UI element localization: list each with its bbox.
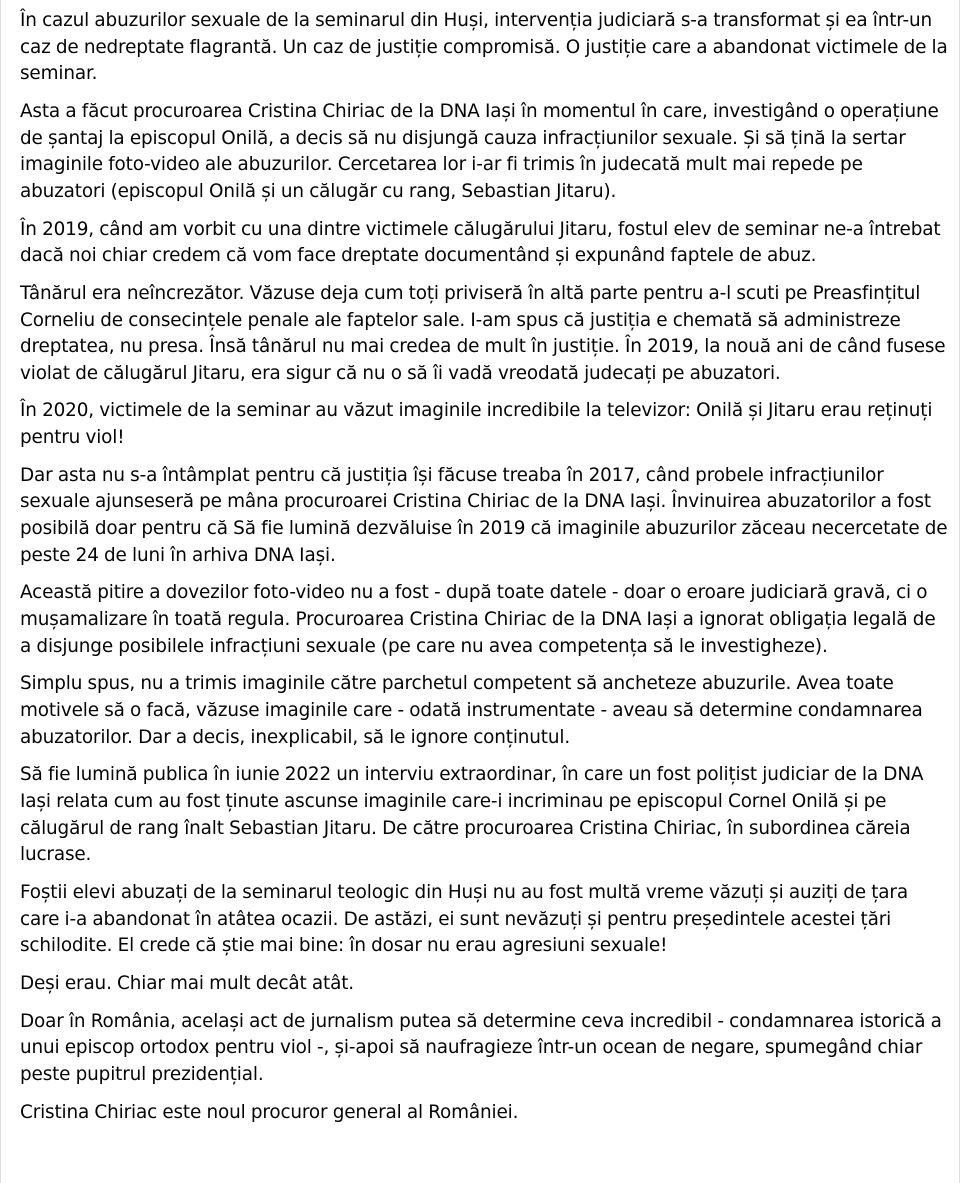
- post-paragraph-11: Deși erau. Chiar mai mult decât atât.: [20, 972, 354, 994]
- post-paragraph-8: Simplu spus, nu a trimis imaginile către parchetul competent să ancheteze abuzurile. Avea toate motivele să o facă, văzuse imaginile care - odată instrumentate - aveau să determine condamnarea abuzatorilor. Dar a decis, inexplicabil, să le ignore conținutul.: [20, 673, 923, 748]
- post-paragraph-6: Dar asta nu s-a întâmplat pentru că justiția își făcuse treaba în 2017, când probele infracțiunilor sexuale ajunseseră pe mâna procuroarei Cristina Chiriac de la DNA Iași. Învinuirea abuzatorilor a fost posibilă doar pentru că Să fie lumină dezvăluise în 2019 că imaginile abuzurilor zăceau necercetate de peste 24 de luni în arhiva DNA Iași.: [20, 464, 948, 566]
- post-paragraph-7: Această pitire a dovezilor foto-video nu a fost - după toate datele - doar o eroare judiciară gravă, ci o mușamalizare în toată regula. Procuroarea Cristina Chiriac de la DNA Iași a ignorat obligația legală de a disjunge posibilele infracțiuni sexuale (pe care nu avea competența să le investigheze).: [20, 582, 936, 657]
- post-paragraph-9: Să fie lumină publica în iunie 2022 un interviu extraordinar, în care un fost polițist judiciar de la DNA Iași relata cum au fost ținute ascunse imaginile care-i incriminau pe episcopul Cornel Onilă și pe călugărul de rang înalt Sebastian Jitaru. De către procuroarea Cristina Chiriac, în subordinea căreia lucrase.: [20, 764, 924, 866]
- post-paragraph-2: Asta a făcut procuroarea Cristina Chiriac de la DNA Iași în momentul în care, investigând o operațiune de șantaj la episcopul Onilă, a decis să nu disjungă cauza infracțiunilor sexuale. Și să țină la sertar imaginile foto-video ale abuzurilor. Cercetarea lor i-ar fi trimis în judecată mult mai repede pe abuzatori (episcopul Onilă și un călugăr cu rang, Sebastian Jitaru).: [20, 100, 939, 202]
- post-paragraph-4: Tânărul era neîncrezător. Văzuse deja cum toți priviseră în altă parte pentru a-l scuti pe Preasfințitul Corneliu de consecințele penale ale faptelor sale. I-am spus că justiția e chemată să administreze dreptatea, nu presa. Însă tânărul nu mai credea de mult în justiție. În 2019, la nouă ani de când fusese violat de călugărul Jitaru, era sigur că nu o să îi vadă vreodată judecați pe abuzatori.: [20, 282, 946, 384]
- post-paragraph-1: În cazul abuzurilor sexuale de la seminarul din Huși, intervenția judiciară s-a transformat și ea într-un caz de nedreptate flagrantă. Un caz de justiție compromisă. O justiție care a abandonat victimele de la seminar.: [20, 10, 948, 85]
- post-paragraph-10: Foștii elevi abuzați de la seminarul teologic din Huși nu au fost multă vreme văzuți și auziți de țara care i-a abandonat în atâtea ocazii. De astăzi, ei sunt nevăzuți și pentru președintele acestei țări schilodite. El crede că știe mai bine: în dosar nu erau agresiuni sexuale!: [20, 881, 908, 957]
- post-paragraph-13: Cristina Chiriac este noul procuror general al României.: [20, 1101, 519, 1123]
- post-paragraph-3: În 2019, când am vorbit cu una dintre victimele călugărului Jitaru, fostul elev de seminar ne-a întrebat dacă noi chiar credem că vom face dreptate documentând și expunând faptele de abuz.: [20, 218, 941, 267]
- post-paragraph-5: În 2020, victimele de la seminar au văzut imaginile incredibile la televizor: Onilă și Jitaru erau reținuți pentru viol!: [20, 400, 933, 449]
- post-paragraph-12: Doar în România, același act de jurnalism putea să determine ceva incredibil - condamnarea istorică a unui episcop ortodox pentru viol -, și-apoi să naufragieze într-un ocean de negare, spumegând chiar peste pupitrul prezidențial.: [20, 1010, 942, 1085]
